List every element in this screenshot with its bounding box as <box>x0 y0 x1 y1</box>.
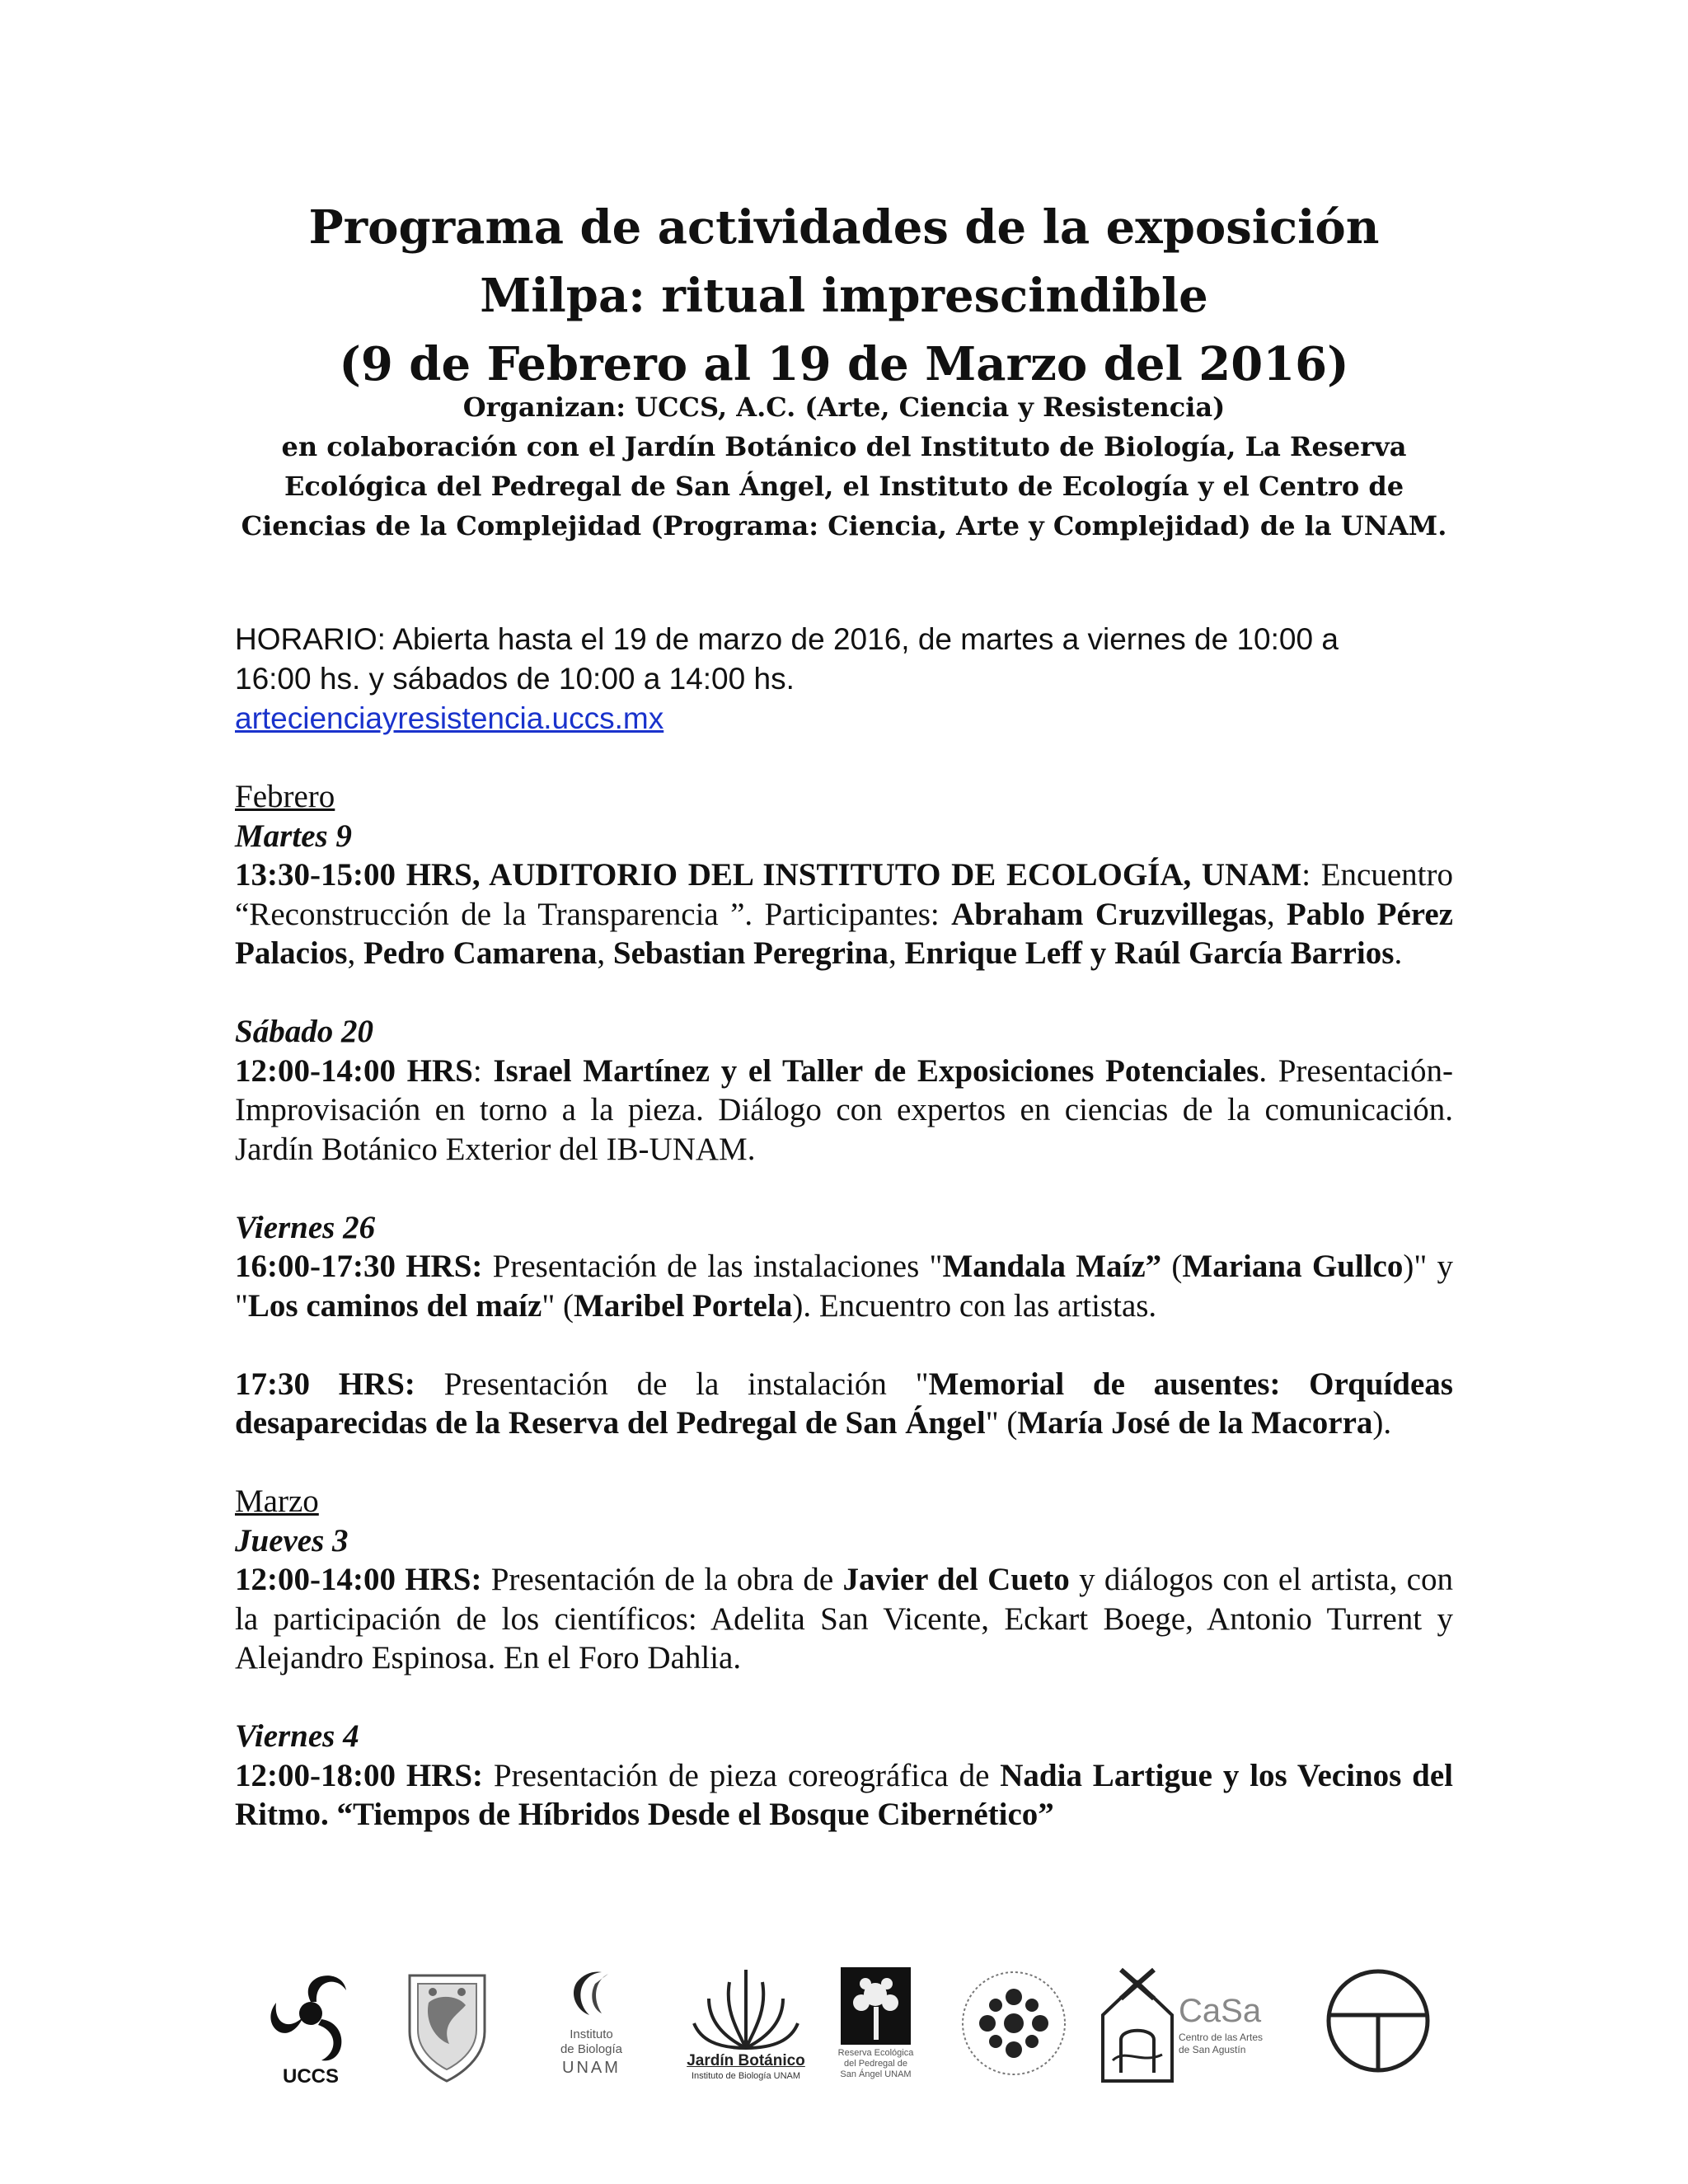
event-text: ). Encuentro con las artistas. <box>792 1287 1157 1324</box>
organizers-line-2: en colaboración con el Jardín Botánico del Instituto de Biología, La Reserva <box>281 431 1407 462</box>
event-text: ” <box>1038 1797 1054 1832</box>
separator: , <box>597 935 613 971</box>
event-text: . <box>1394 935 1403 971</box>
logo-caption: Instituto de Biología UNAM <box>691 2071 801 2081</box>
logo-caption: de Biología <box>560 2042 623 2056</box>
event-text: Presentación de las instalaciones " <box>482 1249 943 1284</box>
event-text: . Presentación-Improvisación en torno a la pieza. Diálogo con expertos en ciencias de la comunicación. Jardín Botánico Exterior del IB-UNAM. <box>235 1052 1453 1167</box>
hours-line-1: HORARIO: Abierta hasta el 19 de marzo de 2016, de martes a viernes de 10:00 a <box>235 622 1339 656</box>
crescent-icon <box>544 1966 639 2027</box>
day-heading: Sábado 20 <box>235 1014 373 1049</box>
event-time: 12:00-14:00 HRS: <box>235 1562 482 1597</box>
logo-caption: de San Agustín <box>1179 2044 1246 2055</box>
agave-icon <box>684 1966 808 2052</box>
emblem-icon <box>956 1966 1071 2081</box>
event-text: y diálogos con el artista, con la participación de los científicos: Adelita San Vicente, Eckart Boege, Antonio Turrent y Alejandro Espinosa. En el Foro Dahlia. <box>235 1562 1453 1675</box>
participant: Abraham Cruzvillegas <box>951 896 1267 932</box>
logo-caption: Jardín Botánico <box>687 2052 805 2069</box>
logo-caption: San Ángel UNAM <box>840 2069 912 2079</box>
participant: Enrique Leff y Raúl García Barrios <box>904 935 1395 971</box>
reserva-ecologica-logo <box>832 1966 919 2080</box>
hours-line-2: 16:00 hs. y sábados de 10:00 a 14:00 hs. <box>235 662 795 696</box>
event-time: 13:30-15:00 HRS, AUDITORIO DEL INSTITUTO DE ECOLOGÍA, UNAM <box>235 857 1302 893</box>
event-text: )" y " <box>235 1249 1453 1324</box>
unam-shield-icon <box>400 1966 495 2089</box>
participant: Nadia Lartigue y los Vecinos del Ritmo. “Tiempos de Híbridos Desde el Bosque Cibernético <box>235 1757 1453 1832</box>
event-text: " ( <box>985 1405 1018 1441</box>
participant: Mariana Gullco <box>1182 1249 1404 1284</box>
title-line-1: Programa de actividades de la exposición <box>308 200 1380 255</box>
organizers-line-3: Ecológica del Pedregal de San Ángel, el Instituto de Ecología y el Centro de <box>284 471 1404 502</box>
unam-seal-logo <box>400 1966 495 2089</box>
organizers-line-4: Ciencias de la Complejidad (Programa: Ciencia, Arte y Complejidad) de la UNAM. <box>241 510 1447 541</box>
event-entry <box>235 855 1453 973</box>
uccs-logo <box>264 1966 359 2089</box>
participant: Javier del Cueto <box>842 1562 1070 1597</box>
participant: María José de la Macorra <box>1017 1405 1373 1441</box>
event-entry <box>235 1052 1453 1169</box>
separator: , <box>347 935 363 971</box>
schedule-hours <box>235 620 1455 738</box>
event-entry <box>235 1756 1453 1835</box>
svg-text:UCCS: UCCS <box>282 2065 340 2088</box>
logo-caption: CaSa <box>1179 1993 1262 2029</box>
event-time: 12:00-14:00 HRS <box>235 1052 473 1089</box>
tree-icon <box>832 1966 919 2048</box>
event-text: Presentación de la obra de <box>481 1562 843 1597</box>
program-body <box>235 777 1453 1835</box>
title-line-3: (9 de Febrero al 19 de Marzo del 2016) <box>339 337 1349 391</box>
event-text: " ( <box>542 1287 574 1324</box>
title-line-2: Milpa: ritual imprescindible <box>480 269 1208 323</box>
separator: , <box>888 935 905 971</box>
work-title: Los caminos del maíz <box>247 1287 542 1324</box>
triskelion-icon <box>264 1966 359 2089</box>
document-title <box>0 194 1688 399</box>
organizers <box>0 387 1688 546</box>
participant: Israel Martínez y el Taller de Exposiciones Potenciales <box>493 1052 1259 1089</box>
house-icon <box>1096 1966 1179 2089</box>
separator: , <box>1266 896 1287 932</box>
logo-caption: Centro de las Artes <box>1179 2032 1264 2043</box>
logo-caption: del Pedregal de <box>843 2059 908 2069</box>
sponsor-logos <box>264 1966 1451 2089</box>
day-heading: Jueves 3 <box>235 1522 349 1558</box>
event-time: 16:00-17:30 HRS: <box>235 1249 483 1284</box>
circular-emblem-logo <box>956 1966 1071 2081</box>
event-text: ( <box>1161 1249 1183 1284</box>
month-heading-marzo: Marzo <box>235 1483 319 1519</box>
event-text: : <box>472 1052 494 1089</box>
circle-symbol-logo <box>1323 1966 1434 2077</box>
website-link[interactable]: artecienciayresistencia.uccs.mx <box>235 701 664 735</box>
day-heading: Martes 9 <box>235 818 352 854</box>
event-entry <box>235 1247 1453 1325</box>
circle-cross-icon <box>1323 1966 1434 2077</box>
event-text: : Encuentro “Reconstrucción de la Transparencia ”. Participantes: <box>235 857 1453 932</box>
event-text: Presentación de pieza coreográfica de <box>483 1757 1001 1793</box>
instituto-biologia-logo <box>544 1966 639 2079</box>
logo-caption: Instituto <box>570 2027 613 2041</box>
participant: Maribel Portela <box>574 1287 793 1324</box>
organizers-line-1: Organizan: UCCS, A.C. (Arte, Ciencia y Resistencia) <box>462 391 1226 423</box>
month-heading-febrero: Febrero <box>235 779 335 814</box>
event-text: ). <box>1372 1405 1392 1441</box>
logo-caption: UNAM <box>562 2059 621 2077</box>
event-entry <box>235 1365 1453 1443</box>
jardin-botanico-logo <box>684 1966 808 2082</box>
participant: Pedro Camarena <box>363 935 598 971</box>
day-heading: Viernes 26 <box>235 1209 376 1245</box>
work-title: Memorial de ausentes: Orquídeas desaparecidas de la Reserva del Pedregal de San Ángel <box>235 1366 1453 1441</box>
participant: Sebastian Peregrina <box>612 935 889 971</box>
day-heading: Viernes 4 <box>235 1718 359 1754</box>
event-text: Presentación de la instalación " <box>415 1366 929 1402</box>
work-title: Mandala Maíz” <box>942 1249 1162 1284</box>
participant: Pablo Pérez Palacios <box>235 896 1453 971</box>
logo-caption: Reserva Ecológica <box>837 2048 914 2058</box>
event-time: 17:30 HRS: <box>235 1366 415 1402</box>
event-entry <box>235 1560 1453 1678</box>
event-time: 12:00-18:00 HRS: <box>235 1757 484 1793</box>
